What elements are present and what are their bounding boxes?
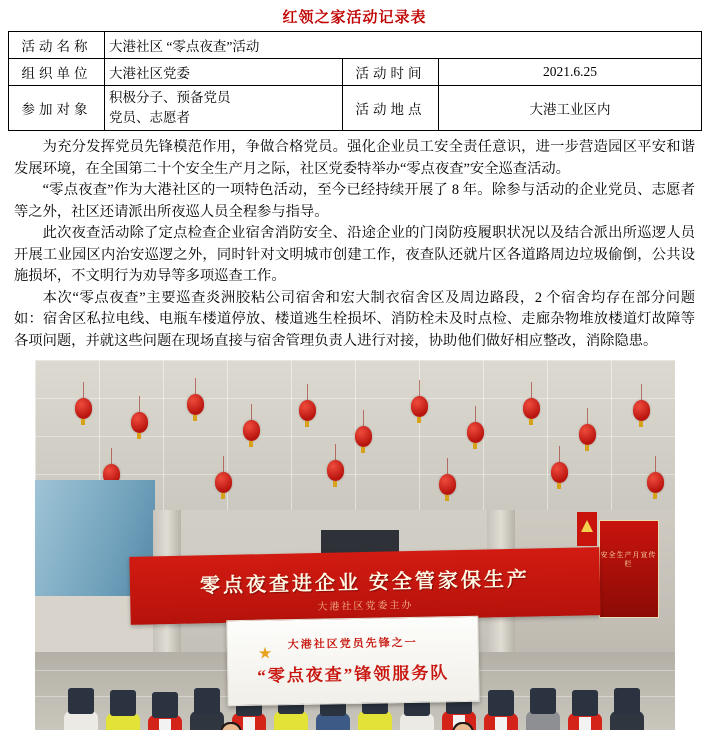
field-label-activity-place: 活动地点 (343, 86, 439, 131)
field-label-activity-name: 活动名称 (9, 32, 105, 59)
lantern-icon (75, 398, 92, 419)
participants-line-2: 党员、志愿者 (109, 110, 190, 125)
field-label-activity-time: 活动时间 (343, 59, 439, 86)
lantern-icon (327, 460, 344, 481)
field-label-participants: 参加对象 (9, 86, 105, 131)
activity-description (8, 137, 701, 352)
flag-icon (577, 512, 597, 546)
lantern-icon (633, 400, 650, 421)
activity-info-table (8, 31, 702, 131)
lantern-icon (579, 424, 596, 445)
lantern-icon (439, 474, 456, 495)
lantern-icon (647, 472, 664, 493)
photo-scene (35, 360, 675, 730)
field-value-activity-place: 大港工业区内 (439, 86, 702, 131)
page-title: 红领之家活动记录表 (282, 10, 427, 26)
service-team-flag: ★ 大港社区党员先锋之一 “零点夜查”锋领服务队 (226, 616, 479, 706)
paragraph-1: 为充分发挥党员先锋模范作用，争做合格党员。强化企业员工安全责任意识，进一步营造园区平安和谐发展环境，在全国第二十个安全生产月之际，社区党委特举办“零点夜查”安全巡查活动。 (14, 139, 695, 177)
field-label-organizer: 组织单位 (9, 59, 105, 86)
field-value-participants (105, 86, 343, 131)
paragraph-2: “零点夜查”作为大港社区的一项特色活动，至今已经持续开展了 8 年。除参与活动的企业党员、志愿者等之外，社区还请派出所夜巡人员全程参与指导。 (14, 182, 695, 220)
safety-poster (599, 520, 659, 618)
poster-text: 安全生产月宣传栏 (600, 551, 657, 568)
flag-main-text: “零点夜查”锋领服务队 (256, 663, 449, 686)
paragraph-3: 此次夜查活动除了定点检查企业宿舍消防安全、沿途企业的门岗防疫履职状况以及结合派出所巡逻人员开展工业园区内治安巡逻之外，同时针对文明城市创建工作，夜查队还就片区各道路周边垃圾偷倒，公共设施损坏，不文明行为劝导等多项巡查工作。 (14, 225, 695, 284)
lantern-icon (299, 400, 316, 421)
lantern-icon (411, 396, 428, 417)
lantern-icon (467, 422, 484, 443)
lantern-icon (215, 472, 232, 493)
lantern-icon (551, 462, 568, 483)
banner-main-text: 零点夜查进企业 安全管家保生产 (199, 568, 530, 598)
field-value-organizer: 大港社区党委 (105, 59, 343, 86)
field-value-activity-time: 2021.6.25 (439, 59, 702, 86)
table-row (9, 32, 702, 59)
lantern-icon (243, 420, 260, 441)
lantern-icon (131, 412, 148, 433)
red-banner (129, 547, 600, 625)
lantern-icon (355, 426, 372, 447)
paragraph-4: 本次“零点夜查”主要巡查炎洲胶粘公司宿舍和宏大制衣宿舍区及周边路段，2 个宿舍均存在部分问题如：宿舍区私拉电线、电瓶车楼道停放、楼道逃生栓损坏、消防栓未及时点检、走廊杂物堆放楼道灯故障等各项问题，并就这些问题在现场直接与宿舍管理负责人进行对接，协助他们做好相应整改，消除隐患。 (14, 289, 695, 349)
table-row (9, 59, 702, 86)
activity-photo (35, 360, 675, 730)
field-value-activity-name: 大港社区 “零点夜查”活动 (105, 32, 702, 59)
flag-top-text: 大港社区党员先锋之一 (287, 636, 418, 652)
table-row (9, 86, 702, 131)
banner-sub-text: 大港社区党委主办 (316, 599, 414, 613)
participants-line-1: 积极分子、预备党员 (109, 90, 231, 105)
lantern-icon (187, 394, 204, 415)
lantern-icon (523, 398, 540, 419)
